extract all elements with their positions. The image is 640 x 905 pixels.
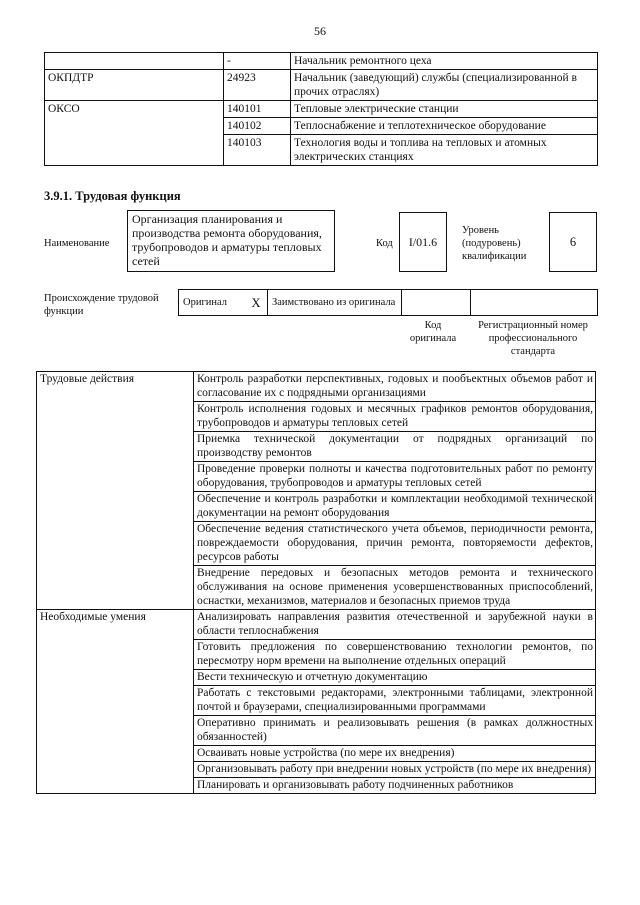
skill-item: Оперативно принимать и реализовывать решения (в рамках должностных обязанностей) bbox=[194, 716, 596, 746]
classifier-code: 140102 bbox=[224, 118, 291, 135]
table-row bbox=[37, 610, 596, 640]
page-number: 56 bbox=[314, 24, 326, 38]
code-label: Код bbox=[376, 238, 393, 249]
table-row bbox=[37, 372, 596, 402]
function-code-box: I/01.6 bbox=[399, 212, 447, 272]
labor-actions-label: Трудовые действия bbox=[37, 372, 194, 610]
labor-action-item: Контроль исполнения годовых и месячных графиков ремонтов оборудования, трубопроводов и арматуры тепловых сетей bbox=[194, 402, 596, 432]
classifier-title: Начальник (заведующий) службы (специализированной в прочих отраслях) bbox=[291, 70, 598, 101]
skill-item: Работать с текстовыми редакторами, электронными таблицами, электронной почтой и браузерами, специализированными программами bbox=[194, 686, 596, 716]
borrowed-label: Заимствовано из оригинала bbox=[268, 290, 402, 316]
skill-item: Осваивать новые устройства (по мере их внедрения) bbox=[194, 746, 596, 762]
qualification-level-box: 6 bbox=[549, 212, 597, 272]
classifier-title: Тепловые электрические станции bbox=[291, 101, 598, 118]
classifier-code: 140103 bbox=[224, 135, 291, 166]
classifier-code: 24923 bbox=[224, 70, 291, 101]
level-label: Уровень (подуровень) квалификации bbox=[462, 225, 527, 262]
labor-action-item: Обеспечение и контроль разработки и комплектации необходимой технической документации на ремонт оборудования bbox=[194, 492, 596, 522]
classifier-title: Технология воды и топлива на тепловых и атомных электрических станциях bbox=[291, 135, 598, 166]
table-row bbox=[45, 53, 598, 70]
labor-action-item: Приемка технической документации от подрядных организаций по производству ремонтов bbox=[194, 432, 596, 462]
classifier-name bbox=[45, 53, 224, 70]
origin-code-cell bbox=[402, 290, 471, 316]
origin-reg-cell bbox=[471, 290, 598, 316]
labor-action-item: Внедрение передовых и безопасных методов ремонта и технического обслуживания на основе применения усовершенствованных приспособлений, оснастки, механизмов, материалов и безопасных приемов труда bbox=[194, 566, 596, 610]
section-title: 3.9.1. Трудовая функция bbox=[44, 189, 181, 203]
skill-item: Вести техническую и отчетную документацию bbox=[194, 670, 596, 686]
function-name-box: Организация планирования и производства ремонта оборудования, трубопроводов и арматуры тепловых сетей bbox=[127, 210, 335, 272]
skill-item: Готовить предложения по совершенствованию технологии ремонтов, по пересмотру норм времени на выполнение отдельных операций bbox=[194, 640, 596, 670]
table-row bbox=[45, 101, 598, 118]
classification-table bbox=[44, 52, 598, 166]
classifier-name: ОКПДТР bbox=[45, 70, 224, 101]
table-row bbox=[45, 70, 598, 101]
classifier-code: 140101 bbox=[224, 101, 291, 118]
skill-item: Планировать и организовывать работу подчиненных работников bbox=[194, 778, 596, 794]
classifier-title: Начальник ремонтного цеха bbox=[291, 53, 598, 70]
labor-action-item: Обеспечение ведения статистического учета объемов, периодичности ремонта, повреждаемости оборудования, причин ремонта, повторяемости дефектов, ресурсов работы bbox=[194, 522, 596, 566]
skills-label: Необходимые умения bbox=[37, 610, 194, 794]
original-label: Оригинал bbox=[179, 290, 246, 316]
skill-item: Анализировать направления развития отечественной и зарубежной науки в области теплоснабжения bbox=[194, 610, 596, 640]
origin-table bbox=[178, 289, 598, 316]
skill-item: Организовывать работу при внедрении новых устройств (по мере их внедрения) bbox=[194, 762, 596, 778]
classifier-code: - bbox=[224, 53, 291, 70]
table-row bbox=[179, 290, 598, 316]
name-label: Наименование bbox=[44, 238, 110, 249]
classifier-title: Теплоснабжение и теплотехническое оборудование bbox=[291, 118, 598, 135]
labor-action-item: Контроль разработки перспективных, годовых и пообъектных объемов работ и согласование их с подрядными организациями bbox=[194, 372, 596, 402]
labor-action-item: Проведение проверки полноты и качества подготовительных работ по ремонту оборудования, трубопроводов и арматуры тепловых сетей bbox=[194, 462, 596, 492]
reg-number-caption: Регистрационный номер профессионального стандарта bbox=[478, 320, 588, 357]
classifier-name: ОКСО bbox=[45, 101, 224, 166]
code-original-caption: Код оригинала bbox=[409, 320, 457, 344]
origin-label: Происхождение трудовой функции bbox=[44, 293, 159, 317]
labor-function-table bbox=[36, 371, 596, 794]
original-mark: X bbox=[245, 290, 268, 316]
